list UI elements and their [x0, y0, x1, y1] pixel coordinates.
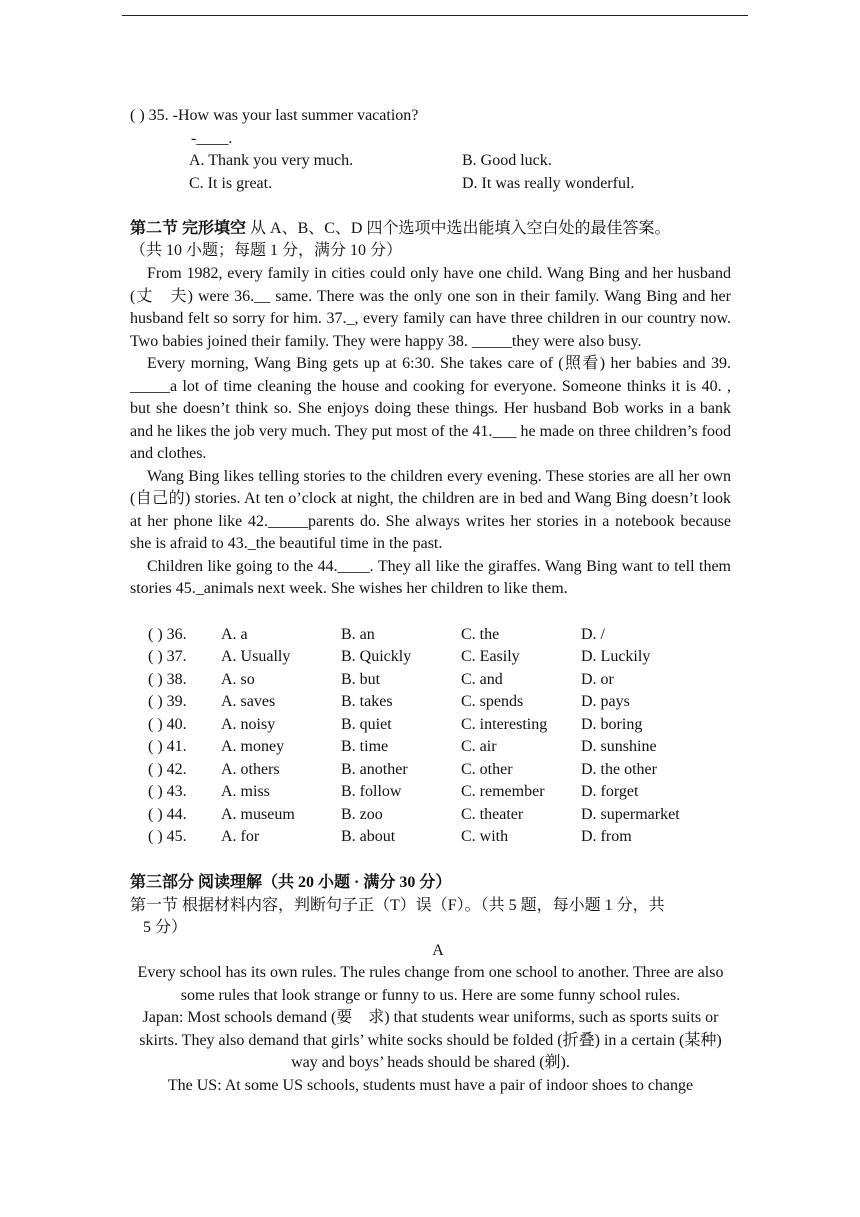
option-d: D. Luckily	[581, 648, 651, 665]
option-c: C. other	[461, 761, 513, 778]
section2-heading: 第二节 完形填空	[130, 220, 247, 237]
option-d: D. from	[581, 828, 632, 845]
reading-paragraph: Every school has its own rules. The rules change from one school to another. Three are also some rules that look strange or funny to us. Here are some funny school rules.	[137, 964, 724, 1004]
header-rule	[122, 15, 748, 16]
part3-instruction: 第一节 根据材料内容，判断句子正（T）误（F）。（共 5 题，每小题 1 分，共	[130, 897, 665, 914]
option-c: C. and	[461, 671, 503, 688]
option-number: ( ) 43.	[148, 783, 187, 800]
option-c: C. with	[461, 828, 509, 845]
q35-option-d: D. It was really wonderful.	[462, 175, 635, 192]
q35-option-a: A. Thank you very much.	[189, 152, 354, 169]
option-a: A. museum	[221, 806, 295, 823]
option-d: D. supermarket	[581, 806, 680, 823]
q35-reply: -____.	[191, 130, 233, 147]
option-a: A. a	[221, 626, 248, 643]
reading-paragraph: The US: At some US schools, students must have a pair of indoor shoes to change	[167, 1076, 694, 1094]
q35-stem: ( ) 35. -How was your last summer vacation?	[130, 107, 419, 124]
cloze-passage	[130, 263, 731, 601]
option-b: B. follow	[341, 783, 402, 800]
reading-passage	[130, 962, 731, 1097]
option-d: D. or	[581, 671, 614, 688]
cloze-paragraph: Wang Bing likes telling stories to the children every evening. These stories are all her own (自己的) stories. At ten o’clock at night, the children are in bed and Wang Bing doesn’t look at her phone like 42._____parents do. She always writes her stories in a notebook because she is afraid to 43._the beautiful time in the past.	[130, 467, 731, 552]
option-b: B. takes	[341, 693, 393, 710]
option-b: B. Quickly	[341, 648, 412, 665]
q35-option-c: C. It is great.	[189, 175, 273, 192]
option-a: A. others	[221, 761, 280, 778]
option-a: A. saves	[221, 693, 276, 710]
option-b: B. but	[341, 671, 381, 688]
option-c: C. theater	[461, 806, 524, 823]
cloze-paragraph: Every morning, Wang Bing gets up at 6:30. She takes care of (照看) her babies and 39. _____a lot of time cleaning the house and cooking for everyone. Someone thinks it is 40. , but she doesn’t think so. She enjoys doing these things. Her husband Bob works in a bank and he likes the job very much. They put most of the 41.___ he made on three children’s food and clothes.	[130, 355, 731, 462]
option-b: B. zoo	[341, 806, 383, 823]
option-b: B. time	[341, 738, 389, 755]
option-number: ( ) 42.	[148, 761, 187, 778]
part3-instruction-cont: 5 分）	[143, 919, 188, 936]
option-d: D. boring	[581, 716, 643, 733]
option-b: B. quiet	[341, 716, 392, 733]
section2-points: （共 10 小题；每题 1 分，满分 10 分）	[130, 242, 403, 259]
option-number: ( ) 41.	[148, 738, 187, 755]
q35-option-b: B. Good luck.	[462, 152, 552, 169]
option-d: D. /	[581, 626, 605, 643]
option-number: ( ) 39.	[148, 693, 187, 710]
option-number: ( ) 44.	[148, 806, 187, 823]
part3-heading: 第三部分 阅读理解（共 20 小题 · 满分 30 分）	[130, 874, 452, 891]
option-b: B. another	[341, 761, 408, 778]
option-number: ( ) 45.	[148, 828, 187, 845]
option-a: A. miss	[221, 783, 270, 800]
option-b: B. about	[341, 828, 396, 845]
option-a: A. for	[221, 828, 260, 845]
passage-letter: A	[432, 942, 444, 959]
option-c: C. Easily	[461, 648, 520, 665]
option-d: D. sunshine	[581, 738, 657, 755]
section2-instruction: 从 A、B、C、D 四个选项中选出能填入空白处的最佳答案。	[246, 220, 671, 237]
option-d: D. the other	[581, 761, 657, 778]
option-a: A. money	[221, 738, 285, 755]
reading-paragraph: Japan: Most schools demand (要 求) that students wear uniforms, such as sports suits or skirts. They also demand that girls’ white socks should be folded (折叠) in a certain (某种) way and boys’ heads should be shared (剃).	[139, 1009, 722, 1071]
option-c: C. spends	[461, 693, 524, 710]
option-c: C. the	[461, 626, 500, 643]
cloze-paragraph: Children like going to the 44.____. They all like the giraffes. Wang Bing want to tell them stories 45._animals next week. She wishes her children to like them.	[130, 557, 731, 597]
option-number: ( ) 40.	[148, 716, 187, 733]
option-d: D. pays	[581, 693, 630, 710]
section2-heading-line	[130, 219, 670, 239]
cloze-paragraph: From 1982, every family in cities could only have one child. Wang Bing and her husband (丈 夫) were 36.__ same. There was the only one son in their family. Wang Bing and her husband felt so sorry for him. 37._, every family can have three children in our country now. Two babies joined their family. They were happy 38. _____they were also busy.	[130, 265, 731, 350]
option-a: A. so	[221, 671, 255, 688]
option-c: C. remember	[461, 783, 545, 800]
option-d: D. forget	[581, 783, 639, 800]
option-c: C. air	[461, 738, 497, 755]
option-number: ( ) 38.	[148, 671, 187, 688]
option-a: A. Usually	[221, 648, 291, 665]
option-number: ( ) 36.	[148, 626, 187, 643]
option-a: A. noisy	[221, 716, 276, 733]
option-c: C. interesting	[461, 716, 548, 733]
option-number: ( ) 37.	[148, 648, 187, 665]
option-b: B. an	[341, 626, 375, 643]
